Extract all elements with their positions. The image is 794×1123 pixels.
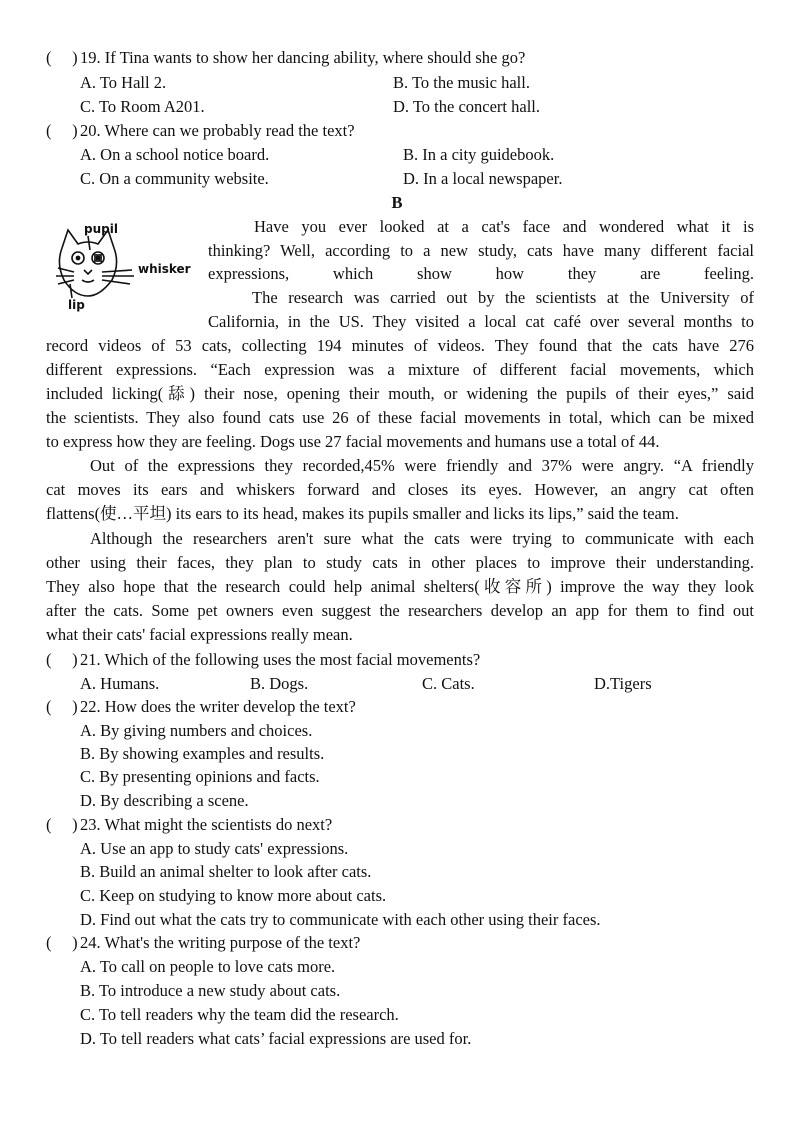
q23-option-b: B. Build an animal shelter to look after cats. [80,862,372,881]
q21-option-d: D.Tigers [594,674,652,693]
question-23-stem: 23. What might the scientists do next? [80,815,333,834]
answer-blank-23[interactable]: ( ) [46,815,78,834]
passage-p4-line4: after the cats. Some pet owners even suggest the researchers develop an app for them to find out [46,601,754,620]
q19-option-b: B. To the music hall. [393,73,530,92]
q24-option-a: A. To call on people to love cats more. [80,957,336,976]
passage-p4-line3: They also hope that the research could help animal shelters(收容所) improve the way they look [46,577,754,596]
q21-option-a: A. Humans. [80,674,160,693]
section-heading-b: B [391,193,403,212]
q19-option-c: C. To Room A201. [80,97,205,116]
passage-p2-line4: different expressions. “Each expression was a mixture of different facial movements, which [46,360,754,379]
passage-p1-line3: expressions, which show how they are feeling. [208,264,754,283]
q23-option-d: D. Find out what the cats try to communicate with each other using their faces. [80,910,601,929]
passage-p2-line7: to express how they are feeling. Dogs use 27 facial movements and humans use a total of 44. [46,432,660,451]
q20-option-d: D. In a local newspaper. [403,169,563,188]
passage-p1-line1: Have you ever looked at a cat's face and wondered what it is [254,217,754,236]
q24-option-d: D. To tell readers what cats’ facial expressions are used for. [80,1029,472,1048]
passage-p2-line5: included licking(舔) their nose, opening their mouth, or widening the pupils of their eyes,” said [46,384,754,403]
passage-p3-line3: flattens(使…平坦) its ears to its head, makes its pupils smaller and licks its lips,” said the team. [46,504,679,523]
question-21-stem: 21. Which of the following uses the most facial movements? [80,650,481,669]
q22-option-c: C. By presenting opinions and facts. [80,767,320,786]
q19-option-d: D. To the concert hall. [393,97,540,116]
lip-label: lip [68,298,85,312]
passage-p4-line2: other using their faces, they plan to study cats in other places to improve their understanding. [46,553,754,572]
answer-blank-19[interactable]: ( ) [46,48,78,67]
passage-p2-line6: the scientists. They also found cats use 26 of these facial movements in total, which can be mixed [46,408,754,427]
q20-option-b: B. In a city guidebook. [403,145,555,164]
passage-p4-line1: Although the researchers aren't sure what the cats were trying to communicate with each [90,529,754,548]
question-19-stem: 19. If Tina wants to show her dancing ability, where should she go? [80,48,526,67]
question-20-stem: 20. Where can we probably read the text? [80,121,355,140]
q21-option-c: C. Cats. [422,674,475,693]
answer-blank-24[interactable]: ( ) [46,933,78,952]
q20-option-a: A. On a school notice board. [80,145,270,164]
passage-p4-line5: what their cats' facial expressions really mean. [46,625,353,644]
question-24-stem: 24. What's the writing purpose of the text? [80,933,361,952]
q23-option-c: C. Keep on studying to know more about cats. [80,886,387,905]
q22-option-d: D. By describing a scene. [80,791,249,810]
passage-p2-line3: record videos of 53 cats, collecting 194 minutes of videos. They found that the cats have 276 [46,336,754,355]
answer-blank-20[interactable]: ( ) [46,121,78,140]
passage-p1-line2: thinking? Well, according to a new study, cats have many different facial [208,241,754,260]
q24-option-b: B. To introduce a new study about cats. [80,981,341,1000]
cat-face-illustration [52,220,202,316]
q20-option-c: C. On a community website. [80,169,269,188]
pupil-label: pupil [84,222,118,236]
q19-option-a: A. To Hall 2. [80,73,167,92]
passage-p2-line1: The research was carried out by the scientists at the University of [252,288,754,307]
passage-p3-line2: cat moves its ears and whiskers forward and closes its eyes. However, an angry cat often [46,480,754,499]
passage-p2-line2: California, in the US. They visited a local cat café over several months to [208,312,754,331]
q21-option-b: B. Dogs. [250,674,309,693]
whisker-label: whisker [138,262,191,276]
question-22-stem: 22. How does the writer develop the text? [80,697,356,716]
answer-blank-21[interactable]: ( ) [46,650,78,669]
q24-option-c: C. To tell readers why the team did the research. [80,1005,399,1024]
q23-option-a: A. Use an app to study cats' expressions. [80,839,349,858]
cat-face-icon [52,220,202,316]
q22-option-a: A. By giving numbers and choices. [80,721,313,740]
q22-option-b: B. By showing examples and results. [80,744,325,763]
answer-blank-22[interactable]: ( ) [46,697,78,716]
passage-p3-line1: Out of the expressions they recorded,45% were friendly and 37% were angry. “A friendly [90,456,754,475]
